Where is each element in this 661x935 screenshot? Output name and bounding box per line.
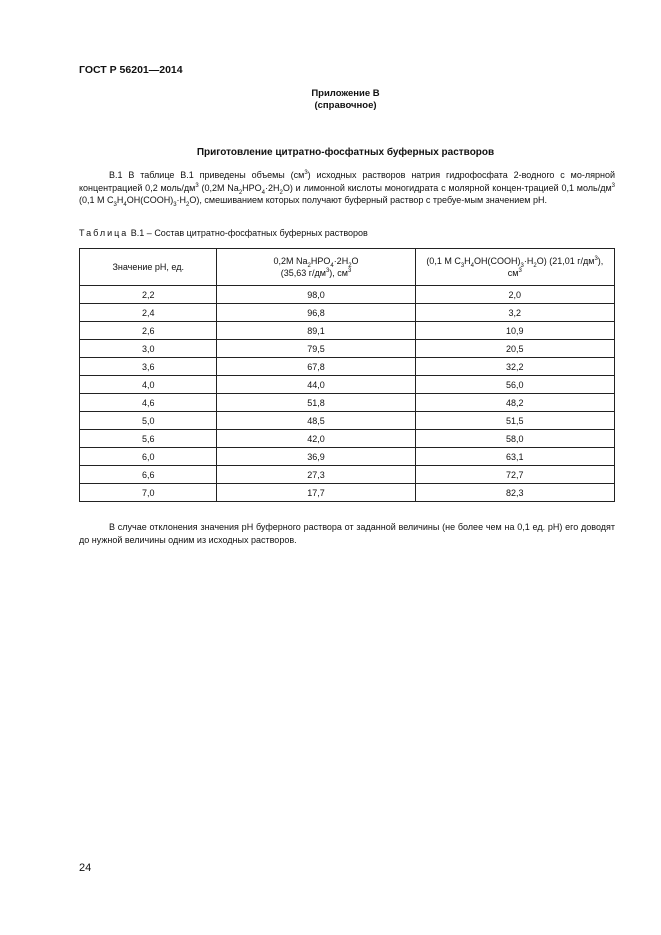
cell-citric: 51,5 [415, 412, 614, 430]
cell-ph: 6,6 [80, 466, 217, 484]
table-row [80, 358, 615, 376]
table-row [80, 322, 615, 340]
cell-ph: 6,0 [80, 448, 217, 466]
table-row [80, 304, 615, 322]
cell-citric: 2,0 [415, 286, 614, 304]
cell-phosphate: 51,8 [217, 394, 415, 412]
cell-ph: 2,2 [80, 286, 217, 304]
table-row [80, 286, 615, 304]
cell-citric: 48,2 [415, 394, 614, 412]
table-row [80, 340, 615, 358]
cell-phosphate: 48,5 [217, 412, 415, 430]
table-row [80, 412, 615, 430]
cell-ph: 2,6 [80, 322, 217, 340]
cell-phosphate: 79,5 [217, 340, 415, 358]
cell-ph: 2,4 [80, 304, 217, 322]
table-row [80, 484, 615, 502]
table-row [80, 430, 615, 448]
cell-citric: 32,2 [415, 358, 614, 376]
cell-ph: 4,0 [80, 376, 217, 394]
table-row [80, 448, 615, 466]
table-row [80, 466, 615, 484]
cell-phosphate: 89,1 [217, 322, 415, 340]
appendix-title: Приложение В [311, 88, 380, 99]
cell-citric: 82,3 [415, 484, 614, 502]
table-header-row [80, 249, 615, 286]
cell-phosphate: 98,0 [217, 286, 415, 304]
cell-phosphate: 27,3 [217, 466, 415, 484]
header-ph: Значение рН, ед. [80, 249, 217, 286]
cell-phosphate: 42,0 [217, 430, 415, 448]
section-title: Приготовление цитратно-фосфатных буферных растворов [196, 147, 495, 158]
cell-citric: 10,9 [415, 322, 614, 340]
paragraph-note: В случае отклонения значения рН буферного раствора от заданной величины (не более чем на 0,1 ед. рН) его доводят до нужной величины одним из исходных растворов. [79, 522, 615, 545]
cell-citric: 63,1 [415, 448, 614, 466]
cell-phosphate: 96,8 [217, 304, 415, 322]
cell-citric: 58,0 [415, 430, 614, 448]
cell-ph: 7,0 [80, 484, 217, 502]
table-caption: Таблица В.1 – Состав цитратно-фосфатных буферных растворов [79, 228, 368, 238]
page-number: 24 [79, 862, 92, 874]
paragraph-intro: В.1 В таблице В.1 приведены объемы $(см^3)$ исходных растворов натрия гидрофосфата 2-водного с мо-лярной концентрацией 0,2 моль/$дм^3$ (0,2М $Na_2HPO_4\cdot 2H_2O$) и лимонной кислоты моногидрата с молярной концен-трацией 0,1 моль/$дм^3$ (0,1 M $C_3H_4OH(COOH)_3\cdot H_2O$), смешиванием которых получают буферный раствор с требуе-мым значением рН. [79, 170, 615, 208]
appendix-type: (справочное) [314, 100, 377, 111]
cell-citric: 3,2 [415, 304, 614, 322]
appendix-heading [0, 88, 661, 112]
header-sodium-phosphate: 0,2М $Na_2HPO_4\cdot 2H_2O$ (35,63 $г/дм^3$), $см^3$ [217, 249, 415, 286]
cell-ph: 3,6 [80, 358, 217, 376]
cell-ph: 3,0 [80, 340, 217, 358]
table-row [80, 394, 615, 412]
document-header: ГОСТ Р 56201—2014 [79, 64, 183, 76]
cell-phosphate: 67,8 [217, 358, 415, 376]
cell-citric: 56,0 [415, 376, 614, 394]
cell-citric: 20,5 [415, 340, 614, 358]
cell-ph: 4,6 [80, 394, 217, 412]
buffer-table [79, 248, 615, 502]
cell-phosphate: 36,9 [217, 448, 415, 466]
cell-citric: 72,7 [415, 466, 614, 484]
cell-ph: 5,6 [80, 430, 217, 448]
cell-phosphate: 17,7 [217, 484, 415, 502]
header-citric-acid: (0,1 M $C_3H_4OH(COOH)_3\cdot H_2O$) (21,01 $г/дм^3$), $см^3$ [415, 249, 614, 286]
cell-ph: 5,0 [80, 412, 217, 430]
cell-phosphate: 44,0 [217, 376, 415, 394]
table-row [80, 376, 615, 394]
